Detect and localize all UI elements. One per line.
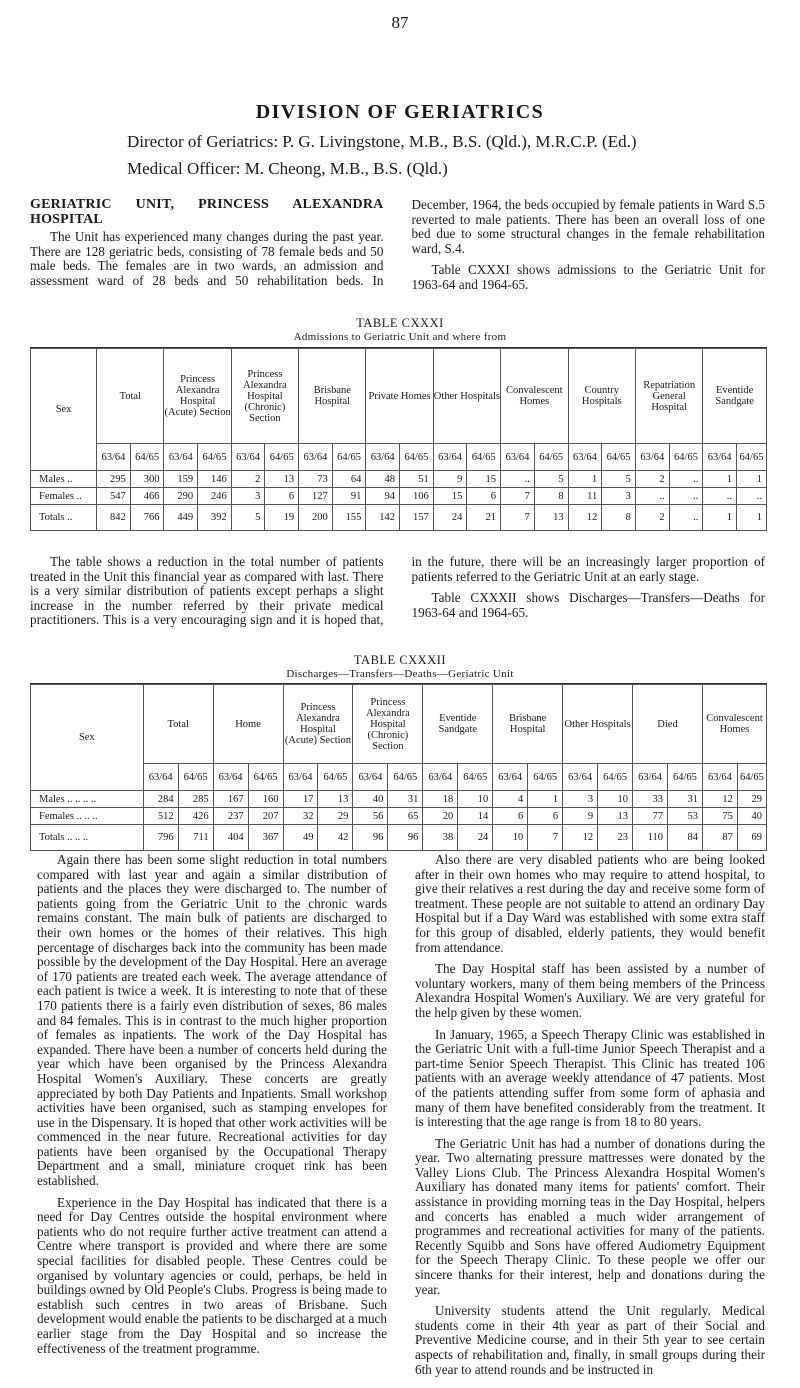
- table-cell: 38: [423, 825, 458, 851]
- body-paragraph: University students attend the Unit regularly. Medical students come in their 4th year as part of their Social and Preventive Medicine course, and in their 5th year to see certain aspects of rehabilitation and, finally, in small groups during their 6th year to attend rounds and be instructed in: [415, 1303, 765, 1377]
- table1-reference-paragraph: Table CXXXI shows admissions to the Geriatric Unit for 1963-64 and 1964-65.: [411, 262, 765, 292]
- left-text-column: [37, 853, 387, 1356]
- table-cell: 449: [164, 505, 198, 531]
- table-cell: 160: [248, 791, 283, 808]
- table-cell: 10: [493, 825, 528, 851]
- year-header: 64/65: [318, 764, 353, 791]
- table-cell: ..: [737, 488, 767, 505]
- table-cell: 9: [563, 808, 598, 825]
- column-header: Other Hospitals: [563, 685, 633, 764]
- table-cell: 392: [198, 505, 232, 531]
- year-header: 64/65: [528, 764, 563, 791]
- table-cell: 6: [528, 808, 563, 825]
- column-header: Private Homes: [366, 349, 433, 444]
- year-header: 64/65: [400, 444, 434, 471]
- table-cell: 40: [737, 808, 766, 825]
- year-header: 64/65: [130, 444, 164, 471]
- table-cell: 56: [353, 808, 388, 825]
- table-cell: 5: [602, 471, 636, 488]
- row-label: Males ..: [31, 471, 97, 488]
- year-header: 63/64: [433, 444, 467, 471]
- table-cell: 146: [198, 471, 232, 488]
- table-cell: 87: [702, 825, 737, 851]
- table2-title: TABLE CXXXII: [353, 653, 447, 667]
- table-cell: ..: [669, 488, 703, 505]
- table-cell: 20: [423, 808, 458, 825]
- table-cell: 4: [493, 791, 528, 808]
- column-header: Total: [143, 685, 213, 764]
- table-cell: 48: [366, 471, 400, 488]
- table-cell: 14: [458, 808, 493, 825]
- table-cell: 51: [400, 471, 434, 488]
- column-header: Home: [213, 685, 283, 764]
- table-cell: 1: [568, 471, 602, 488]
- column-header: Convalescent Homes: [501, 349, 569, 444]
- table-cell: 426: [178, 808, 213, 825]
- table-cell: 8: [534, 488, 568, 505]
- table-row: [31, 791, 767, 808]
- table-cell: 2: [635, 505, 669, 531]
- table-cell: 24: [458, 825, 493, 851]
- table-cell: 12: [563, 825, 598, 851]
- table-cell: 91: [332, 488, 366, 505]
- table-cell: 49: [283, 825, 318, 851]
- year-header: 64/65: [198, 444, 232, 471]
- table-cell: 29: [318, 808, 353, 825]
- column-header: Eventide Sandgate: [703, 349, 767, 444]
- table-cell: ..: [669, 471, 703, 488]
- column-header: Brisbane Hospital: [493, 685, 563, 764]
- year-header: 64/65: [332, 444, 366, 471]
- table-cell: 285: [178, 791, 213, 808]
- admissions-table: [30, 348, 767, 531]
- table-cell: 5: [534, 471, 568, 488]
- table-cell: 3: [602, 488, 636, 505]
- column-header: Princess Alexandra Hospital (Chronic) Section: [353, 685, 423, 764]
- table-cell: 94: [366, 488, 400, 505]
- table-cell: 6: [467, 488, 501, 505]
- row-label: Totals .. .. ..: [31, 825, 144, 851]
- table-cell: 73: [299, 471, 333, 488]
- table-cell: 23: [598, 825, 633, 851]
- table-cell: 7: [528, 825, 563, 851]
- year-header: 63/64: [493, 764, 528, 791]
- row-label: Totals ..: [31, 505, 97, 531]
- year-header: 64/65: [737, 444, 767, 471]
- table-cell: 284: [143, 791, 178, 808]
- table-cell: 157: [400, 505, 434, 531]
- intro-paragraph: The Unit has experienced many changes during the past year. There are 128 geriatric beds, consisting of 78 female beds and 50 male beds. The females are in two wards, an admission and assessment ward of 28 beds and 50 rehabilitation beds. In December, 1964, the beds occupied by female patients in Ward S.5 reverted to male patients. There has been an overall loss of one bed due to some structural changes in the female rehabilitation ward, S.4.: [30, 197, 765, 288]
- body-paragraph: Also there are very disabled patients who are being looked after in their own homes who may require to attend hospital, to give their relatives a rest during the day and receive some form of treatment. These people are not suitable to attend an ordinary Day Hospital but if a Day Ward was established with some extra staff for this group of disabled, elderly patients, they would benefit from attendance.: [415, 852, 765, 955]
- table-cell: 711: [178, 825, 213, 851]
- year-header: 63/64: [143, 764, 178, 791]
- year-header: 63/64: [563, 764, 598, 791]
- body-paragraph: In January, 1965, a Speech Therapy Clinic was established in the Geriatric Unit with a full-time Junior Speech Therapist and a part-time Senior Speech Therapist. This Clinic has treated 106 patients with an average weekly attendance of 47 patients. Most of the patients attending suffer from some form of aphasia and many of them have benefited considerably from the treatment. It is interesting that the age range is from 18 to 80 years.: [415, 1026, 765, 1130]
- table-cell: 300: [130, 471, 164, 488]
- year-header: 64/65: [458, 764, 493, 791]
- year-header: 63/64: [97, 444, 131, 471]
- division-title: DIVISION OF GERIATRICS: [255, 101, 545, 123]
- table-cell: 1: [737, 505, 767, 531]
- table-cell: 96: [388, 825, 423, 851]
- table-cell: 75: [702, 808, 737, 825]
- table-cell: 33: [633, 791, 668, 808]
- column-header: Sex: [31, 685, 144, 791]
- table-cell: 18: [423, 791, 458, 808]
- table-cell: 29: [737, 791, 766, 808]
- row-label: Females ..: [31, 488, 97, 505]
- column-header: Convalescent Homes: [702, 685, 766, 764]
- year-header: 64/65: [534, 444, 568, 471]
- table-cell: 10: [458, 791, 493, 808]
- year-header: 63/64: [423, 764, 458, 791]
- right-text-column: [415, 853, 765, 1377]
- body-paragraph: Again there has been some slight reduction in total numbers compared with last year and again a similar distribution of patients and the places they were discharged to. The number of patients going from the Geriatric Unit to the chronic wards remains constant. The main bulk of patients are discharged to their own homes or the homes of their relatives. This high percentage of discharges back into the community has been made possible by the development of the Day Hospital. Here an average of 170 patients are treated each week. The average attendance of each patient is twice a week. It is interesting to note that of these 170 patients there is a fairly even distribution of sexes, 86 males and 84 females. This is in contrast to the much higher proportion of females as inpatients. The work of the Day Hospital has expanded. There have been a number of concerts held during the year which have been organised by the Princess Alexandra Hospital Women's Auxiliary. These concerts are greatly appreciated by both Day Patients and Inpatients. Small workshop activities have been organised, such as stamping envelopes for use in the Dispensary. It is hoped that other work activities will be commenced in the near future. Recreational activities for day patients have been organised by the Occupational Therapy Department and a small, miniature croquet rink has been established.: [37, 852, 387, 1189]
- table2-reference-paragraph: Table CXXXII shows Discharges—Transfers—Deaths for 1963-64 and 1964-65.: [411, 590, 765, 620]
- table1-title: TABLE CXXXI: [356, 316, 444, 330]
- director-line: Director of Geriatrics: P. G. Livingstone, M.B., B.S. (Qld.), M.R.C.P. (Ed.): [127, 132, 637, 151]
- table-cell: 512: [143, 808, 178, 825]
- table-cell: 53: [668, 808, 703, 825]
- table-cell: 7: [501, 488, 535, 505]
- year-header: 63/64: [231, 444, 265, 471]
- year-header: 64/65: [265, 444, 299, 471]
- year-header: 64/65: [388, 764, 423, 791]
- year-header: 63/64: [283, 764, 318, 791]
- year-header: 63/64: [633, 764, 668, 791]
- table-cell: 2: [231, 471, 265, 488]
- table-cell: ..: [635, 488, 669, 505]
- table-cell: 21: [467, 505, 501, 531]
- year-header: 64/65: [248, 764, 283, 791]
- table-cell: 6: [493, 808, 528, 825]
- table-cell: 796: [143, 825, 178, 851]
- section-heading: GERIATRIC UNIT, PRINCESS ALEXANDRA HOSPITAL: [30, 197, 384, 227]
- table-row: [31, 825, 767, 851]
- table-cell: 9: [433, 471, 467, 488]
- table-cell: 13: [318, 791, 353, 808]
- table-cell: 207: [248, 808, 283, 825]
- table-row: [31, 471, 767, 488]
- table-cell: 96: [353, 825, 388, 851]
- table-cell: 159: [164, 471, 198, 488]
- column-header: Princess Alexandra Hospital (Acute) Section: [164, 349, 231, 444]
- table-cell: 1: [528, 791, 563, 808]
- year-header: 63/64: [213, 764, 248, 791]
- table-cell: 295: [97, 471, 131, 488]
- column-header: Brisbane Hospital: [299, 349, 366, 444]
- table-cell: 40: [353, 791, 388, 808]
- page-number: 87: [391, 13, 409, 32]
- table-cell: 1: [703, 505, 737, 531]
- table-cell: 167: [213, 791, 248, 808]
- table-cell: 12: [702, 791, 737, 808]
- year-header: 64/65: [598, 764, 633, 791]
- row-label: Males .. .. .. ..: [31, 791, 144, 808]
- table-cell: 32: [283, 808, 318, 825]
- column-header: Eventide Sandgate: [423, 685, 493, 764]
- table-cell: 8: [602, 505, 636, 531]
- discharges-table: [30, 684, 767, 851]
- row-label: Females .. .. ..: [31, 808, 144, 825]
- table-cell: 13: [265, 471, 299, 488]
- table-cell: 547: [97, 488, 131, 505]
- table-cell: 19: [265, 505, 299, 531]
- body-paragraph: The Day Hospital staff has been assisted by a number of voluntary workers, many of them being members of the Princess Alexandra Hospital Women's Auxiliary. We are very grateful for the help given by these women.: [415, 961, 765, 1020]
- table-cell: 10: [598, 791, 633, 808]
- table-cell: 64: [332, 471, 366, 488]
- intro-text-column: [30, 198, 765, 316]
- table-cell: 13: [534, 505, 568, 531]
- table-cell: 3: [563, 791, 598, 808]
- year-header: 63/64: [299, 444, 333, 471]
- table-cell: 1: [737, 471, 767, 488]
- year-header: 63/64: [568, 444, 602, 471]
- table-cell: ..: [703, 488, 737, 505]
- year-header: 64/65: [737, 764, 766, 791]
- column-header: Other Hospitals: [433, 349, 500, 444]
- table-cell: ..: [669, 505, 703, 531]
- table-cell: 106: [400, 488, 434, 505]
- body-paragraph: The Geriatric Unit has had a number of donations during the year. Two alternating pressure mattresses were donated by the Valley Lions Club. The Princess Alexandra Hospital Women's Auxiliary has donated many items for patients' comfort. Their assistance in providing morning teas in the Day Hospital, helpers and concerts has enabled a much wider arrangement of programmes and recreational activities for many of the patients. Recently Squibb and Sons have offered Audiometry Equipment for the Speech Therapy Clinic. To these people we offer our sincere thanks for their interest, help and donations during the year.: [415, 1135, 765, 1297]
- table-row: [31, 808, 767, 825]
- table-cell: 15: [433, 488, 467, 505]
- table-cell: 13: [598, 808, 633, 825]
- table-row: [31, 505, 767, 531]
- table-cell: 17: [283, 791, 318, 808]
- table-cell: 290: [164, 488, 198, 505]
- year-header: 64/65: [669, 444, 703, 471]
- column-header: Country Hospitals: [568, 349, 635, 444]
- year-header: 64/65: [467, 444, 501, 471]
- year-header: 63/64: [635, 444, 669, 471]
- body-paragraph: Experience in the Day Hospital has indicated that there is a need for Day Centres outside the hospital environment where patients who do not require further active treatment can attend a Centre where transport is provided and where there are some special facilities for disabled people. These Centres could be organised by voluntary agencies or could, perhaps, be held in buildings owned by Old People's Clubs. Progress is being made to establish such centres in two areas of Brisbane. Such development would enable the patients to be discharged at a much earlier stage from the Day Hospital and so increase the effectiveness of the treatment programme.: [37, 1194, 387, 1356]
- column-header: Total: [97, 349, 164, 444]
- table-cell: 77: [633, 808, 668, 825]
- year-header: 63/64: [703, 444, 737, 471]
- table-cell: 246: [198, 488, 232, 505]
- year-header: 64/65: [178, 764, 213, 791]
- table-cell: 155: [332, 505, 366, 531]
- column-header: Princess Alexandra Hospital (Chronic) Section: [231, 349, 298, 444]
- table-cell: 31: [388, 791, 423, 808]
- table-cell: 3: [231, 488, 265, 505]
- table-cell: 84: [668, 825, 703, 851]
- year-header: 64/65: [668, 764, 703, 791]
- table-cell: 142: [366, 505, 400, 531]
- table-cell: 466: [130, 488, 164, 505]
- table-cell: 404: [213, 825, 248, 851]
- column-header: Sex: [31, 349, 97, 471]
- table-cell: 42: [318, 825, 353, 851]
- table-cell: 5: [231, 505, 265, 531]
- table-cell: 15: [467, 471, 501, 488]
- table-cell: 6: [265, 488, 299, 505]
- table-cell: 237: [213, 808, 248, 825]
- table-cell: 127: [299, 488, 333, 505]
- table-row: [31, 488, 767, 505]
- table-cell: 200: [299, 505, 333, 531]
- table-cell: 11: [568, 488, 602, 505]
- year-header: 63/64: [702, 764, 737, 791]
- table-cell: 110: [633, 825, 668, 851]
- year-header: 63/64: [353, 764, 388, 791]
- table-cell: 842: [97, 505, 131, 531]
- table-cell: 12: [568, 505, 602, 531]
- column-header: Died: [633, 685, 703, 764]
- table1-commentary-paragraph: The table shows a reduction in the total number of patients treated in the Unit this financial year as compared with last. There is a very similar distribution of patients except perhaps a slight increase in the number referred by their private medical practitioners. This is a very encouraging sign and it is hoped that, in the future, there will be an increasingly larger proportion of patients referred to the Geriatric Unit at an early stage.: [30, 554, 765, 628]
- table-cell: 2: [635, 471, 669, 488]
- year-header: 63/64: [164, 444, 198, 471]
- table-cell: 1: [703, 471, 737, 488]
- table-cell: 65: [388, 808, 423, 825]
- column-header: Repatriation General Hospital: [635, 349, 702, 444]
- medical-officer-line: Medical Officer: M. Cheong, M.B., B.S. (Qld.): [127, 159, 448, 178]
- table-cell: 24: [433, 505, 467, 531]
- table-cell: 7: [501, 505, 535, 531]
- year-header: 64/65: [602, 444, 636, 471]
- table1-commentary-column: [30, 555, 765, 645]
- table-cell: 31: [668, 791, 703, 808]
- year-header: 63/64: [501, 444, 535, 471]
- table-cell: 367: [248, 825, 283, 851]
- table1-subtitle: Admissions to Geriatric Unit and where from: [293, 331, 507, 343]
- table-cell: 69: [737, 825, 766, 851]
- table2-subtitle: Discharges—Transfers—Deaths—Geriatric Unit: [286, 668, 514, 680]
- year-header: 63/64: [366, 444, 400, 471]
- table-cell: ..: [501, 471, 535, 488]
- column-header: Princess Alexandra Hospital (Acute) Section: [283, 685, 353, 764]
- table-cell: 766: [130, 505, 164, 531]
